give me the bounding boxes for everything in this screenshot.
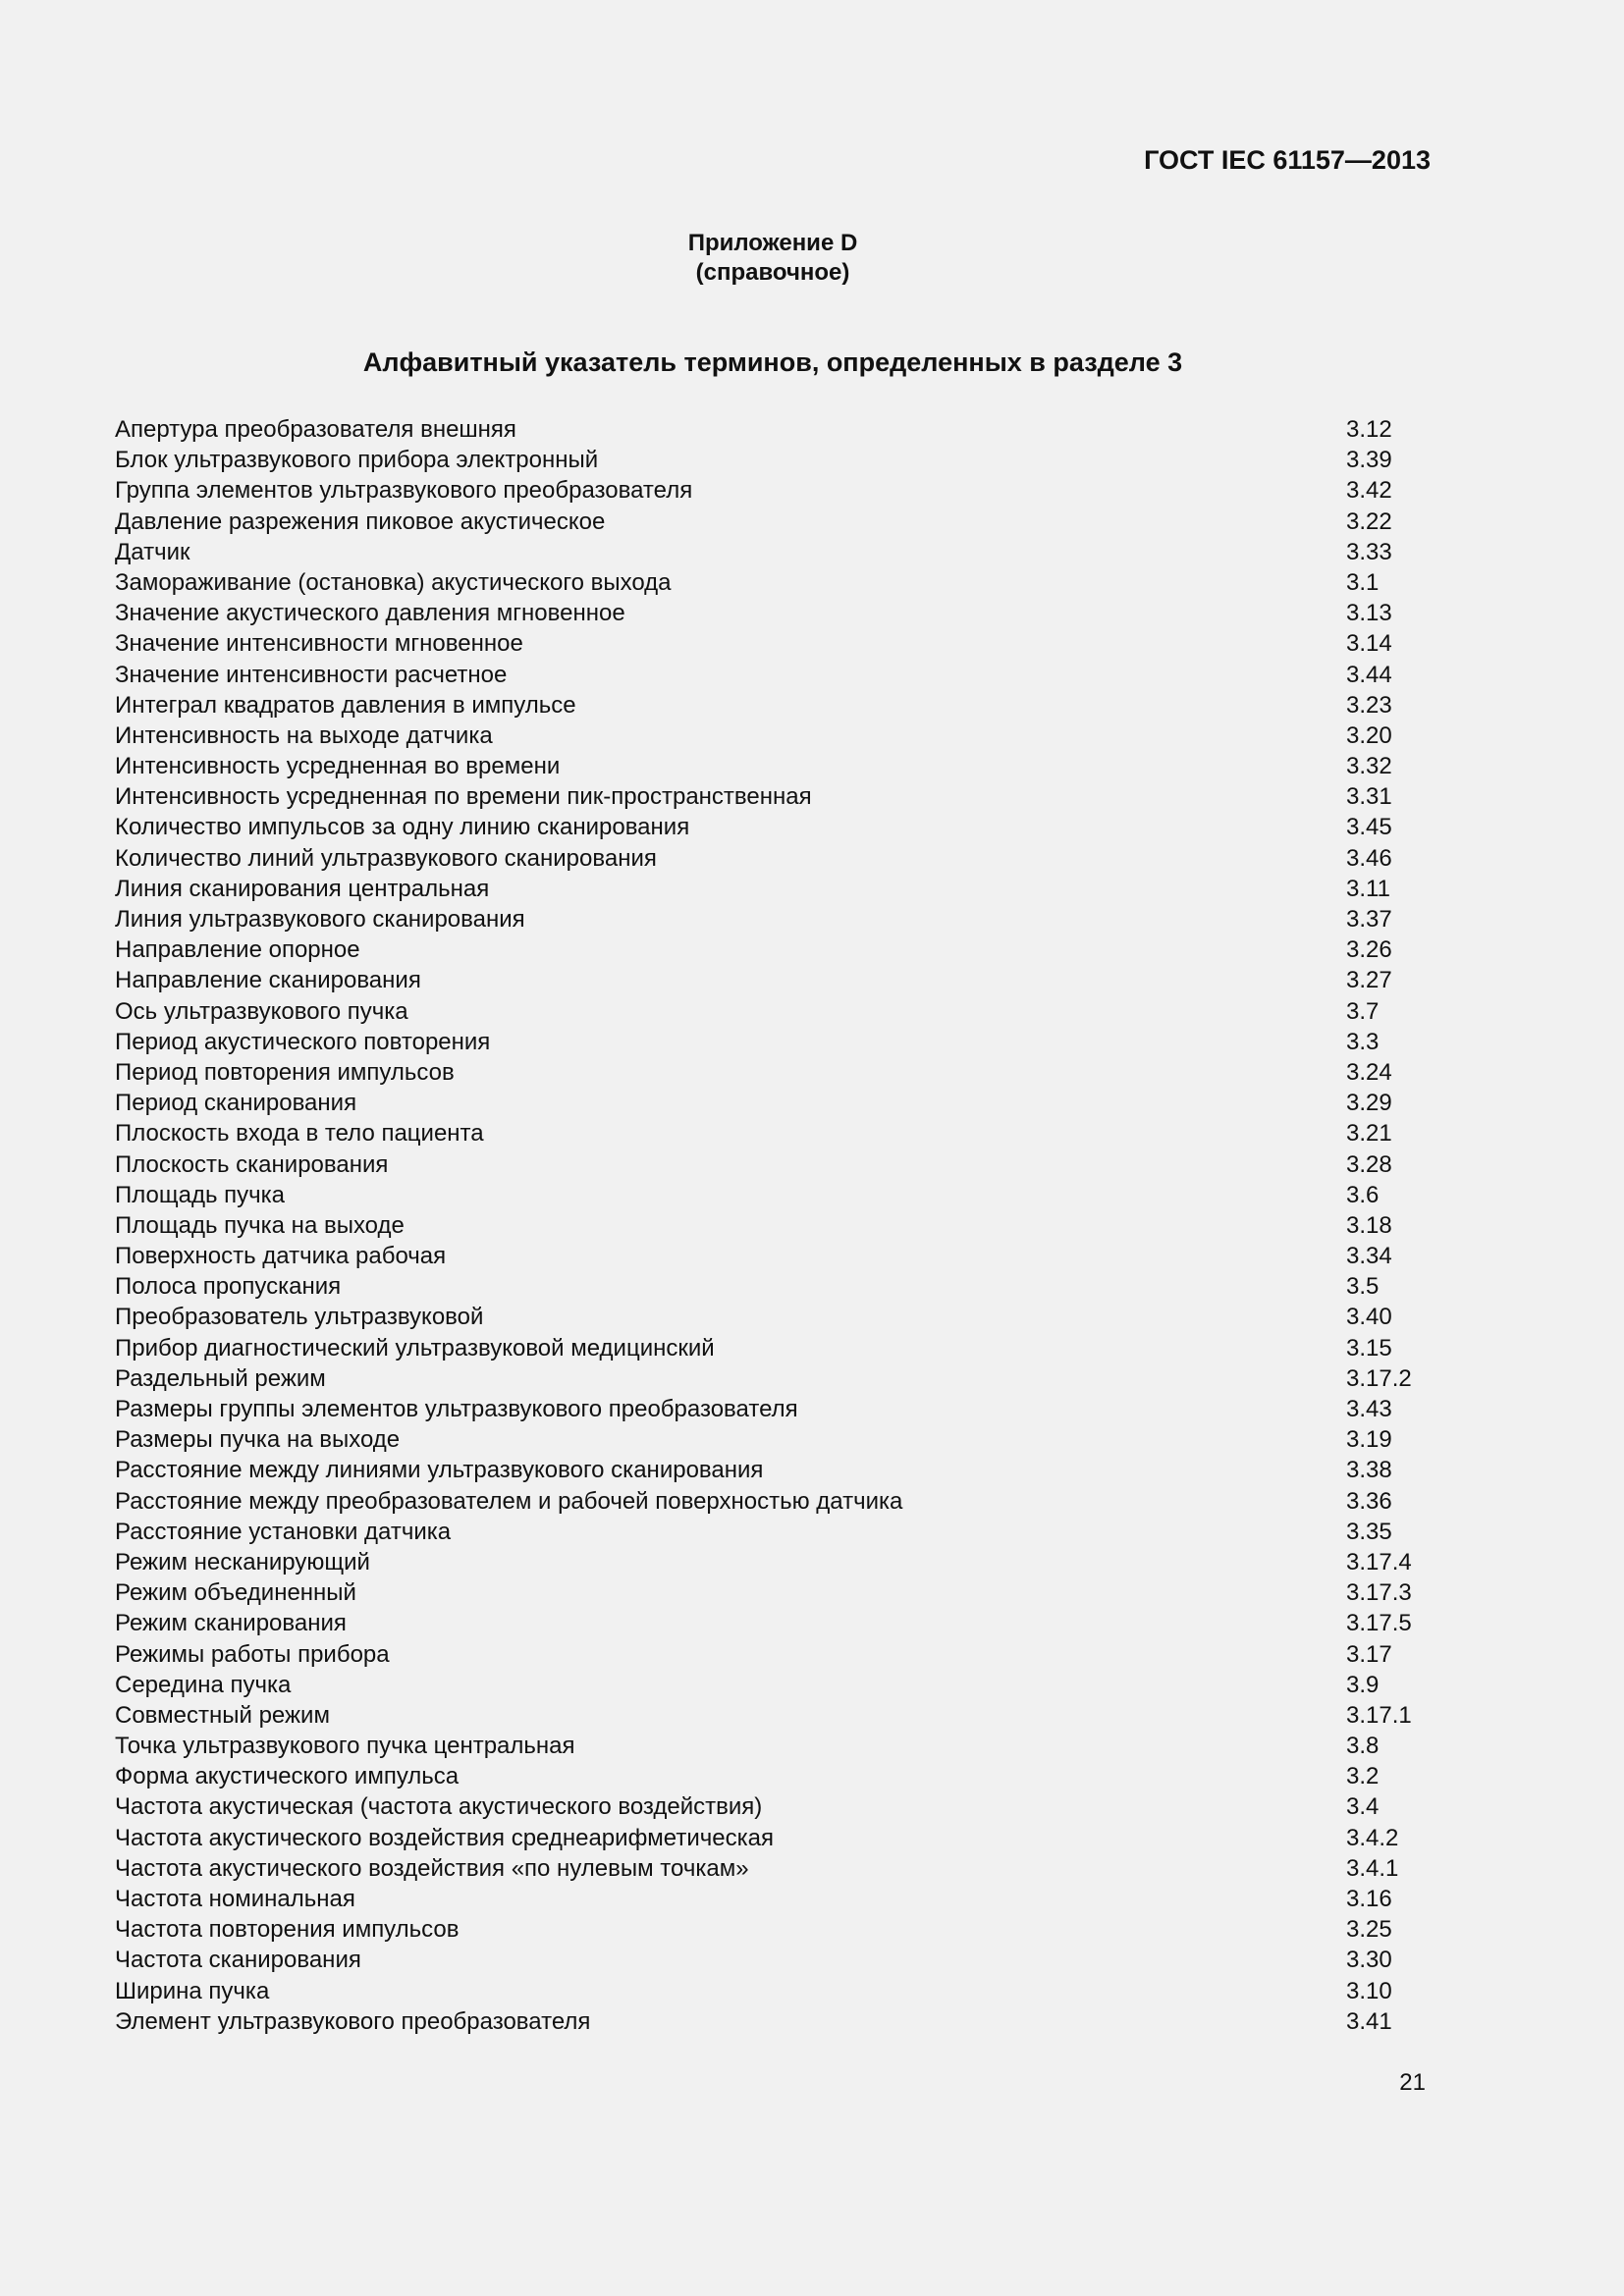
index-entry [115, 628, 1431, 659]
index-entry [115, 1761, 1431, 1791]
index-entry [115, 1639, 1431, 1670]
index-term: Расстояние установки датчика [115, 1518, 452, 1545]
index-section-ref: 3.28 [1346, 1150, 1392, 1178]
index-section-ref: 3.34 [1346, 1243, 1392, 1270]
index-entry [115, 781, 1431, 812]
index-term: Преобразователь ультразвуковой [115, 1304, 484, 1331]
index-section-ref: 3.42 [1346, 477, 1392, 505]
index-term: Плоскость сканирования [115, 1150, 389, 1178]
index-term: Группа элементов ультразвукового преобразователя [115, 477, 693, 505]
index-entry [115, 1363, 1431, 1394]
index-entry [115, 1394, 1431, 1424]
index-term: Значение интенсивности расчетное [115, 661, 508, 688]
index-section-ref: 3.15 [1346, 1334, 1392, 1362]
index-term: Прибор диагностический ультразвуковой медицинский [115, 1334, 715, 1362]
index-title: Алфавитный указатель терминов, определенных в разделе 3 [362, 347, 1183, 377]
index-term: Совместный режим [115, 1701, 330, 1729]
index-entry [115, 1853, 1431, 1884]
index-section-ref: 3.7 [1346, 997, 1380, 1025]
index-term: Линия ультразвукового сканирования [115, 906, 525, 933]
index-section-ref: 3.33 [1346, 538, 1392, 565]
index-section-ref: 3.46 [1346, 844, 1392, 872]
index-section-ref: 3.21 [1346, 1120, 1392, 1148]
index-entry [115, 1945, 1431, 1975]
index-entry [115, 1486, 1431, 1517]
index-term: Ширина пучка [115, 1977, 270, 2004]
term-index-list [115, 414, 1431, 2037]
index-entry [115, 690, 1431, 721]
index-section-ref: 3.4 [1346, 1793, 1380, 1821]
index-term: Частота номинальная [115, 1886, 355, 1912]
index-section-ref: 3.6 [1346, 1181, 1380, 1208]
index-section-ref: 3.17.4 [1346, 1548, 1412, 1575]
index-entry [115, 721, 1431, 751]
index-section-ref: 3.19 [1346, 1426, 1392, 1454]
index-entry [115, 843, 1431, 874]
index-term: Период сканирования [115, 1090, 357, 1117]
index-section-ref: 3.14 [1346, 630, 1392, 658]
index-term: Период повторения импульсов [115, 1058, 455, 1086]
index-entry [115, 904, 1431, 934]
index-section-ref: 3.32 [1346, 753, 1392, 780]
index-section-ref: 3.30 [1346, 1947, 1392, 1974]
index-term: Полоса пропускания [115, 1273, 342, 1301]
index-section-ref: 3.40 [1346, 1304, 1392, 1331]
index-term: Частота сканирования [115, 1947, 361, 1974]
index-entry [115, 1976, 1431, 2006]
index-entry [115, 812, 1431, 842]
index-term: Интеграл квадратов давления в импульсе [115, 691, 576, 719]
index-term: Интенсивность усредненная по времени пик-пространственная [115, 783, 812, 811]
index-entry [115, 1700, 1431, 1731]
index-section-ref: 3.10 [1346, 1977, 1392, 2004]
index-term: Блок ультразвукового прибора электронный [115, 447, 599, 474]
index-entry [115, 1271, 1431, 1302]
index-term: Форма акустического импульса [115, 1763, 460, 1790]
index-entry [115, 1547, 1431, 1577]
index-entry [115, 1608, 1431, 1638]
index-section-ref: 3.8 [1346, 1733, 1380, 1760]
index-term: Период акустического повторения [115, 1028, 491, 1055]
index-section-ref: 3.24 [1346, 1058, 1392, 1086]
index-term: Поверхность датчика рабочая [115, 1243, 447, 1270]
index-section-ref: 3.20 [1346, 721, 1392, 749]
index-term: Точка ультразвукового пучка центральная [115, 1733, 575, 1760]
index-section-ref: 3.5 [1346, 1273, 1380, 1301]
index-section-ref: 3.44 [1346, 661, 1392, 688]
index-term: Направление сканирования [115, 967, 421, 994]
index-section-ref: 3.25 [1346, 1916, 1392, 1944]
index-term: Раздельный режим [115, 1364, 326, 1392]
index-section-ref: 3.17.3 [1346, 1579, 1412, 1607]
index-entry [115, 414, 1431, 445]
index-entry [115, 1731, 1431, 1761]
annex-heading [0, 229, 1545, 288]
index-entry [115, 1210, 1431, 1241]
index-term: Интенсивность усредненная во времени [115, 753, 561, 780]
index-section-ref: 3.27 [1346, 967, 1392, 994]
index-section-ref: 3.3 [1346, 1028, 1380, 1055]
index-entry [115, 598, 1431, 628]
index-section-ref: 3.17 [1346, 1640, 1392, 1668]
index-section-ref: 3.23 [1346, 691, 1392, 719]
index-term: Частота акустического воздействия «по нулевым точкам» [115, 1854, 749, 1882]
index-section-ref: 3.4.2 [1346, 1824, 1399, 1851]
index-term: Давление разрежения пиковое акустическое [115, 507, 606, 535]
index-entry [115, 537, 1431, 567]
index-section-ref: 3.16 [1346, 1886, 1392, 1912]
index-term: Количество линий ультразвукового сканирования [115, 844, 657, 872]
index-entry [115, 567, 1431, 598]
index-section-ref: 3.17.5 [1346, 1610, 1412, 1637]
index-section-ref: 3.9 [1346, 1671, 1380, 1698]
index-entry [115, 1914, 1431, 1945]
index-section-ref: 3.37 [1346, 906, 1392, 933]
index-section-ref: 3.35 [1346, 1518, 1392, 1545]
index-section-ref: 3.2 [1346, 1763, 1380, 1790]
index-section-ref: 3.18 [1346, 1211, 1392, 1239]
index-entry [115, 1118, 1431, 1148]
index-term: Датчик [115, 538, 190, 565]
index-term: Интенсивность на выходе датчика [115, 721, 493, 749]
index-entry [115, 1057, 1431, 1088]
index-term: Расстояние между преобразователем и рабочей поверхностью датчика [115, 1487, 903, 1515]
index-entry [115, 475, 1431, 506]
index-term: Размеры группы элементов ультразвукового преобразователя [115, 1396, 798, 1422]
index-term: Середина пучка [115, 1671, 292, 1698]
index-term: Режим объединенный [115, 1579, 356, 1607]
index-term: Площадь пучка на выходе [115, 1211, 405, 1239]
index-entry [115, 660, 1431, 690]
index-term: Количество импульсов за одну линию сканирования [115, 814, 690, 841]
index-entry [115, 1823, 1431, 1853]
index-term: Площадь пучка [115, 1181, 286, 1208]
index-entry [115, 1424, 1431, 1455]
index-term: Направление опорное [115, 936, 360, 964]
index-term: Режимы работы прибора [115, 1640, 390, 1668]
document-code: ГОСТ IEC 61157—2013 [1144, 145, 1431, 175]
index-entry [115, 1517, 1431, 1547]
index-entry [115, 1027, 1431, 1057]
index-section-ref: 3.17.2 [1346, 1364, 1412, 1392]
index-term: Частота повторения импульсов [115, 1916, 460, 1944]
index-entry [115, 1884, 1431, 1914]
index-section-ref: 3.17.1 [1346, 1701, 1412, 1729]
index-entry [115, 996, 1431, 1027]
index-term: Частота акустическая (частота акустического воздействия) [115, 1793, 763, 1821]
index-section-ref: 3.11 [1346, 875, 1390, 902]
index-entry [115, 965, 1431, 995]
index-term: Элемент ультразвукового преобразователя [115, 2007, 591, 2035]
index-term: Частота акустического воздействия среднеарифметическая [115, 1824, 774, 1851]
index-entry [115, 1180, 1431, 1210]
index-section-ref: 3.13 [1346, 600, 1392, 627]
index-entry [115, 751, 1431, 781]
index-entry [115, 2006, 1431, 2037]
index-section-ref: 3.29 [1346, 1090, 1392, 1117]
index-term: Плоскость входа в тело пациента [115, 1120, 484, 1148]
index-entry [115, 1149, 1431, 1180]
index-section-ref: 3.26 [1346, 936, 1392, 964]
index-term: Режим несканирующий [115, 1548, 370, 1575]
index-entry [115, 1670, 1431, 1700]
index-section-ref: 3.38 [1346, 1457, 1392, 1484]
index-term: Размеры пучка на выходе [115, 1426, 401, 1454]
index-section-ref: 3.39 [1346, 447, 1392, 474]
index-term: Режим сканирования [115, 1610, 347, 1637]
index-entry [115, 1455, 1431, 1485]
index-section-ref: 3.4.1 [1346, 1854, 1399, 1882]
index-term: Апертура преобразователя внешняя [115, 416, 516, 443]
index-section-ref: 3.41 [1346, 2007, 1392, 2035]
index-section-ref: 3.22 [1346, 507, 1392, 535]
index-term: Значение интенсивности мгновенное [115, 630, 523, 658]
index-section-ref: 3.43 [1346, 1396, 1392, 1422]
index-entry [115, 445, 1431, 475]
page-number: 21 [1399, 2069, 1426, 2096]
index-term: Ось ультразвукового пучка [115, 997, 408, 1025]
index-entry [115, 1302, 1431, 1332]
index-entry [115, 1088, 1431, 1118]
index-entry [115, 874, 1431, 904]
annex-subtitle: (справочное) [695, 259, 850, 286]
index-entry [115, 1333, 1431, 1363]
index-section-ref: 3.31 [1346, 783, 1392, 811]
index-term: Расстояние между линиями ультразвукового сканирования [115, 1457, 764, 1484]
index-term: Значение акустического давления мгновенное [115, 600, 625, 627]
index-entry [115, 507, 1431, 537]
index-section-ref: 3.36 [1346, 1487, 1392, 1515]
index-term: Замораживание (остановка) акустического выхода [115, 568, 672, 596]
index-entry [115, 1241, 1431, 1271]
annex-title: Приложение D [687, 230, 858, 256]
index-entry [115, 1791, 1431, 1822]
index-section-ref: 3.12 [1346, 416, 1392, 443]
index-term: Линия сканирования центральная [115, 875, 490, 902]
index-entry [115, 934, 1431, 965]
index-section-ref: 3.1 [1346, 568, 1380, 596]
index-entry [115, 1577, 1431, 1608]
index-section-ref: 3.45 [1346, 814, 1392, 841]
